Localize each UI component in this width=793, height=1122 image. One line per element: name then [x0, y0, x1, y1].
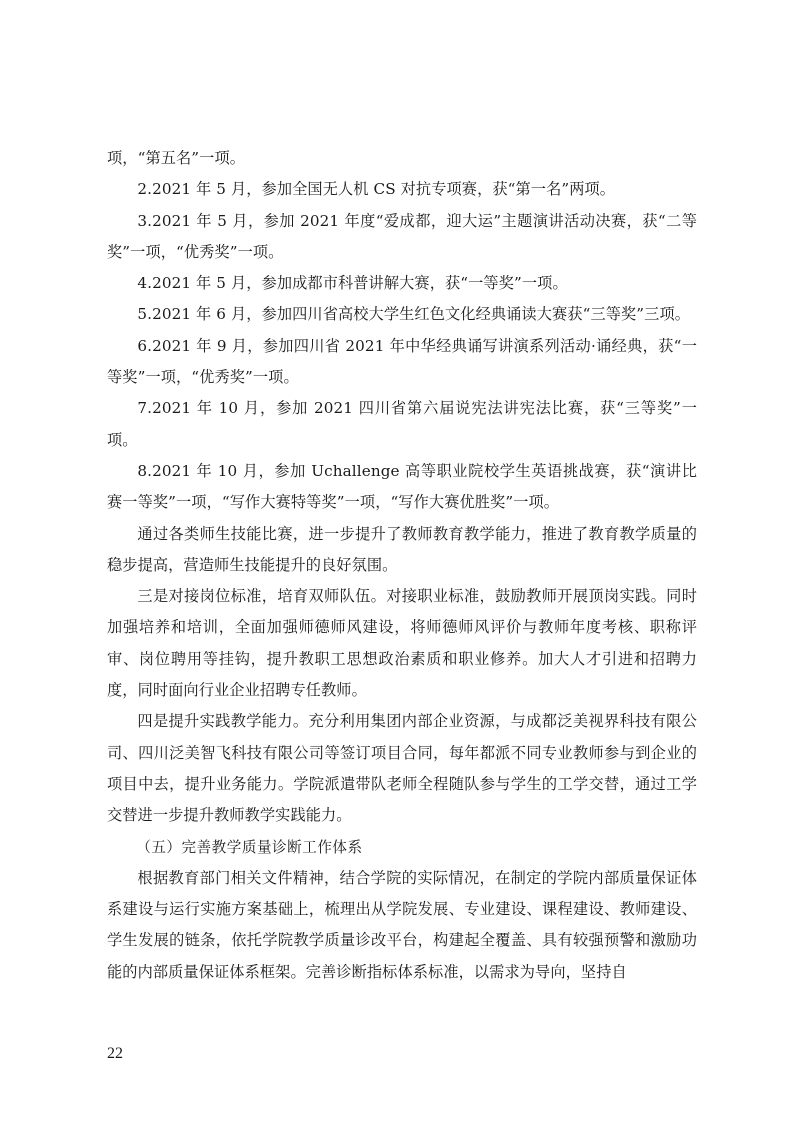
- award-item-7: 7.2021 年 10 月，参加 2021 四川省第六届说宪法讲宪法比赛，获“三等奖”一项。: [107, 399, 697, 449]
- section-heading: （五）完善教学质量诊断工作体系: [136, 838, 363, 856]
- award-item-8: 8.2021 年 10 月，参加 Uchallenge 高等职业院校学生英语挑战赛，获“演讲比赛一等奖”一项，“写作大赛特等奖”一项，“写作大赛优胜奖”一项。: [107, 461, 697, 512]
- body-paragraph-fourth: 四是提升实践教学能力。充分利用集团内部企业资源，与成都泛美视界科技有限公司、四川泛美智飞科技有限公司等签订项目合同，每年都派不同专业教师参与到企业的项目中去，提升业务能力。学院派遣带队老师全程随队参与学生的工学交替，通过工学交替进一步提升教师教学实践能力。: [107, 712, 697, 825]
- body-paragraph-quality: 根据教育部门相关文件精神，结合学院的实际情况，在制定的学院内部质量保证体系建设与运行实施方案基础上，梳理出从学院发展、专业建设、课程建设、教师建设、学生发展的链条，依托学院教学质量诊改平台，构建起全覆盖、具有较强预警和激励功能的内部质量保证体系框架。完善诊断指标体系标准，以需求为导向，坚持自: [107, 868, 697, 981]
- award-item-4: 4.2021 年 5 月，参加成都市科普讲解大赛，获“一等奖”一项。: [137, 274, 568, 293]
- document-body: [107, 143, 697, 988]
- page-number: 22: [107, 1045, 123, 1062]
- body-paragraph-summary: 通过各类师生技能比赛，进一步提升了教师教育教学能力，推进了教育教学质量的稳步提高，营造师生技能提升的良好氛围。: [107, 524, 697, 574]
- award-item-3: 3.2021 年 5 月，参加 2021 年度“爱成都，迎大运”主题演讲活动决赛，获“二等奖”一项，“优秀奖”一项。: [107, 211, 697, 261]
- award-item-5: 5.2021 年 6 月，参加四川省高校大学生红色文化经典诵读大赛获“三等奖”三项。: [137, 305, 691, 324]
- award-item-2: 2.2021 年 5 月，参加全国无人机 CS 对抗专项赛，获“第一名”两项。: [137, 180, 616, 199]
- continuation-paragraph: 项，“第五名”一项。: [107, 149, 246, 167]
- award-item-6: 6.2021 年 9 月，参加四川省 2021 年中华经典诵写讲演系列活动·诵经典，获“一等奖”一项，“优秀奖”一项。: [107, 336, 697, 387]
- body-paragraph-third: 三是对接岗位标准，培育双师队伍。对接职业标准，鼓励教师开展顶岗实践。同时加强培养和培训，全面加强师德师风建设，将师德师风评价与教师年度考核、职称评审、岗位聘用等挂钩，提升教职工思想政治素质和职业修养。加大人才引进和招聘力度，同时面向行业企业招聘专任教师。: [107, 587, 697, 700]
